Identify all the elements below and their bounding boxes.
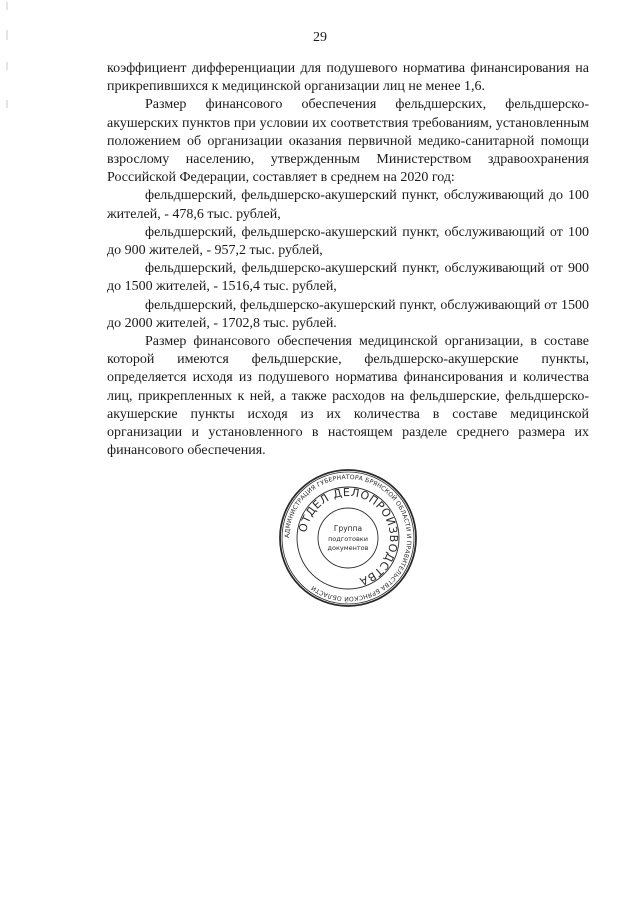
paragraph: фельдшерский, фельдшерско-акушерский пункт, обслуживающий от 900 до 1500 жителей, - 1516,4 тыс. рублей,: [107, 261, 589, 295]
document-body: [107, 60, 589, 460]
paragraph: фельдшерский, фельдшерско-акушерский пункт, обслуживающий от 1500 до 2000 жителей, - 1702,8 тыс. рублей.: [107, 297, 589, 331]
binder-marks: [4, 0, 10, 150]
stamp-center-line-3: документов: [327, 544, 369, 552]
stamp-center-line-1: Группа: [333, 524, 363, 533]
paragraph: Размер финансового обеспечения фельдшерских, фельдшерско-акушерских пунктов при условии их соответствия требованиям, установленным положением об организации оказания первичной медико-санитарной помощи взрослому населению, утвержденным Министерством здравоохранения Российской Федерации, составляет в среднем на 2020 год:: [107, 97, 589, 186]
paragraph: фельдшерский, фельдшерско-акушерский пункт, обслуживающий от 100 до 900 жителей, - 957,2 тыс. рублей,: [107, 224, 589, 259]
paragraph: Размер финансового обеспечения медицинской организации, в составе которой имеются фельдшерские, фельдшерско-акушерские пункты, определяется исходя из подушевого норматива финансирования и количества лиц, прикрепленных к ней, а также расходов на фельдшерские, фельдшерско-акушерские пункты исходя из их количества в составе медицинской организации и установленного в настоящем разделе среднего размера их финансового обеспечения.: [107, 334, 589, 459]
paragraph: фельдшерский, фельдшерско-акушерский пункт, обслуживающий до 100 жителей, - 478,6 тыс. рублей,: [107, 188, 589, 222]
stamp-inner-text: ОТДЕЛ ДЕЛОПРОИЗВОДСТВА: [296, 485, 401, 589]
page-number: 29: [313, 30, 327, 45]
paragraph: коэффициент дифференциации для подушевого норматива финансирования на прикрепившихся к медицинской организации лиц не менее 1,6.: [107, 61, 589, 95]
stamp-center-line-2: подготовки: [328, 535, 368, 543]
stamp-outer-text: АДМИНИСТРАЦИЯ ГУБЕРНАТОРА БРЯНСКОЙ ОБЛАСТИ И ПРАВИТЕЛЬСТВА БРЯНСКОЙ ОБЛАСТИ: [283, 473, 413, 603]
official-stamp: [278, 468, 418, 608]
